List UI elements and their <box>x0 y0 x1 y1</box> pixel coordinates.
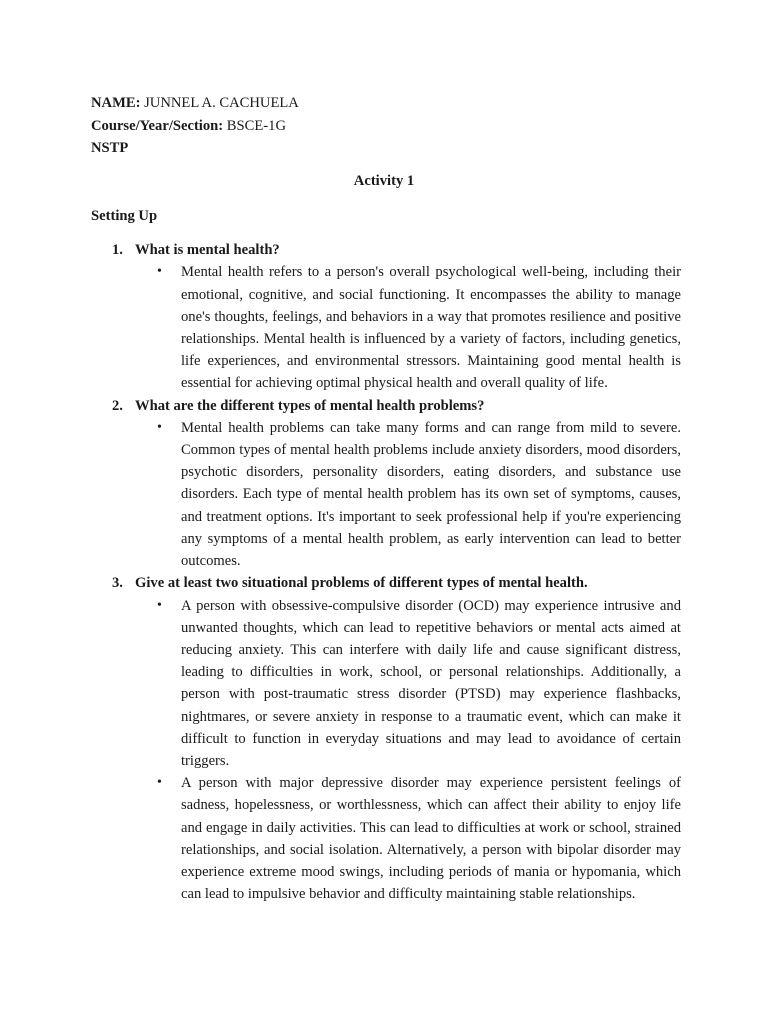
question-item <box>91 395 681 417</box>
answer-bullet <box>91 772 681 905</box>
question-number: 2. <box>112 397 123 414</box>
answer-text: Mental health problems can take many forms and can range from mild to severe. Common types of mental health problems include anxiety disorders, mood disorders, psychotic disorders, personality disorders, eating disorders, and substance use disorders. Each type of mental health problem has its own set of symptoms, causes, and treatment options. It's important to seek professional help if you're experiencing any symptoms of a mental health problem, as early intervention can lead to better outcomes. <box>181 419 681 570</box>
question-number: 3. <box>112 575 123 592</box>
answer-bullet <box>91 417 681 572</box>
answer-bullet <box>91 261 681 394</box>
question-item <box>91 239 681 261</box>
name-value: JUNNEL A. CACHUELA <box>140 95 299 111</box>
course-label: Course/Year/Section: <box>91 117 224 134</box>
question-text: What is mental health? <box>135 242 280 258</box>
name-line <box>91 92 681 115</box>
bullet-icon: • <box>157 264 162 280</box>
question-number: 1. <box>112 242 123 258</box>
name-label: NAME: <box>91 95 141 111</box>
question-text: Give at least two situational problems of different types of mental health. <box>135 575 588 592</box>
question-item <box>91 572 681 594</box>
answer-bullet <box>91 595 681 773</box>
questions-list <box>91 239 681 905</box>
answer-text: Mental health refers to a person's overall psychological well-being, including their emotional, cognitive, and social functioning. It encompasses the ability to manage one's thoughts, feelings, and behaviors in a way that promotes resilience and positive relationships. Mental health is influenced by a variety of factors, including genetics, life experiences, and environmental stressors. Maintaining good mental health is essential for achieving optimal physical health and overall quality of life. <box>181 264 681 392</box>
header-block <box>91 92 681 160</box>
question-text: What are the different types of mental health problems? <box>135 397 485 414</box>
answer-text: A person with major depressive disorder may experience persistent feelings of sadness, hopelessness, or worthlessness, which can affect their ability to enjoy life and engage in daily activities. This can lead to difficulties at work or school, strained relationships, and social isolation. Alternatively, a person with bipolar disorder may experience extreme mood swings, including periods of mania or hypomania, which can lead to impulsive behavior and difficulty maintaining stable relationships. <box>181 775 681 903</box>
course-value: BSCE-1G <box>223 117 286 134</box>
answer-text: A person with obsessive-compulsive disorder (OCD) may experience intrusive and unwanted thoughts, which can lead to repetitive behaviors or mental acts aimed at reducing anxiety. This can interfere with daily life and cause significant distress, leading to difficulties in work, school, or personal relationships. Additionally, a person with post-traumatic stress disorder (PTSD) may experience flashbacks, nightmares, or severe anxiety in response to a traumatic event, which can make it difficult to function in everyday situations and may lead to avoidance of certain triggers. <box>181 597 681 769</box>
bullet-icon: • <box>157 419 162 435</box>
bullet-icon: • <box>157 597 162 613</box>
course-line <box>91 115 681 138</box>
subject-line: NSTP <box>91 140 129 156</box>
bullet-icon: • <box>157 775 162 791</box>
section-heading: Setting Up <box>91 208 158 224</box>
activity-title: Activity 1 <box>353 173 415 189</box>
